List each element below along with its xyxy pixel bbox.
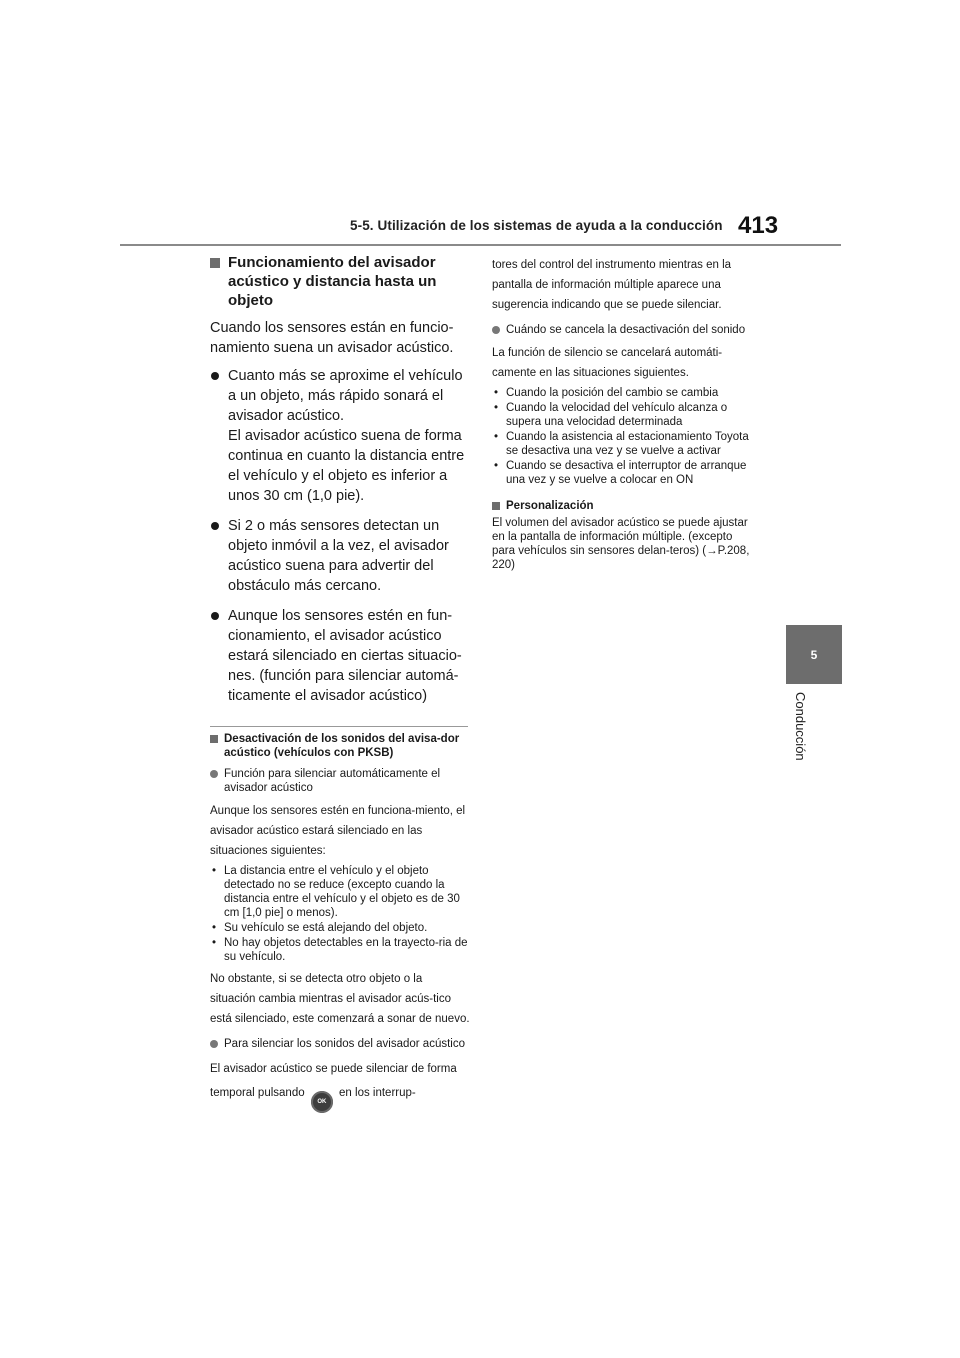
section-title: 5-5. Utilización de los sistemas de ayuda a la conducción [350, 218, 723, 233]
list-item: • Cuando la asistencia al estacionamiento Toyota se desactiva una vez y se vuelve a activar [494, 431, 749, 457]
header-divider [120, 244, 841, 246]
right-column [492, 255, 756, 575]
intro-paragraph: Cuando los sensores están en funcio-namiento suena un avisador acústico. [210, 320, 454, 356]
square-bullet-icon [210, 258, 220, 268]
left-column [210, 253, 470, 1116]
subsection-title: Función para silenciar automáticamente el avisador acústico [210, 767, 470, 795]
subsection-title: Para silenciar los sonidos del avisador acústico [210, 1037, 470, 1051]
list-item: • La distancia entre el vehículo y el objeto detectado no se reduce (excepto cuando la distancia entre el vehículo y el objeto es de 30 cm [1,0 pie] o menos). [212, 865, 460, 919]
note-divider [210, 726, 468, 727]
chapter-label: Conducción [793, 692, 808, 761]
ok-button-icon: OK [311, 1091, 333, 1113]
list-item: Cuanto más se aproxime el vehículo a un objeto, más rápido sonará el avisador acústico. El avisador acústico suena de forma continua en cuanto la distancia entre el vehículo y el objeto es inferior a unos 30 cm (1,0 pie). [210, 366, 470, 506]
paragraph: No obstante, si se detecta otro objeto o la situación cambia mientras el avisador acús-tico está silenciado, este comenzará a sonar de nuevo. [210, 973, 470, 1025]
paragraph: El volumen del avisador acústico se puede ajustar en la pantalla de información múltiple. (excepto para vehículos sin sensores delan-teros) (→P.208, 220) [492, 517, 750, 571]
chapter-tab[interactable] [786, 625, 842, 684]
list-item: • Su vehículo se está alejando del objeto. [212, 922, 428, 934]
condition-list [492, 386, 756, 487]
list-item: Si 2 o más sensores detectan un objeto inmóvil a la vez, el avisador acústico suena para advertir del obstáculo más cercano. [210, 516, 470, 596]
circle-bullet-icon [492, 326, 500, 334]
square-bullet-icon [492, 502, 500, 510]
subsection-title: Cuándo se cancela la desactivación del sonido [492, 323, 756, 337]
list-item: • Cuando la posición del cambio se cambia [494, 387, 719, 399]
paragraph: La función de silencio se cancelará automáti-camente en las situaciones siguientes. [492, 347, 723, 379]
bullet-dot-icon [211, 612, 219, 620]
bullet-dot-icon [211, 522, 219, 530]
note-heading: Desactivación de los sonidos del avisa-dor acústico (vehículos con PKSB) [210, 732, 470, 760]
list-item: • No hay objetos detectables en la trayecto-ria de su vehículo. [212, 937, 468, 963]
page-number: 413 [738, 212, 779, 239]
chapter-number: 5 [810, 647, 818, 662]
circle-bullet-icon [210, 770, 218, 778]
condition-list [210, 864, 470, 964]
paragraph: El avisador acústico se puede silenciar de forma temporal pulsando OK en los interrup- [210, 1057, 470, 1113]
paragraph: Aunque los sensores estén en funciona-miento, el avisador acústico estará silenciado en las situaciones siguientes: [210, 805, 466, 857]
list-item: • Cuando se desactiva el interruptor de arranque una vez y se vuelve a colocar en ON [494, 460, 747, 486]
circle-bullet-icon [210, 1040, 218, 1048]
list-item: • Cuando la velocidad del vehículo alcanza o supera una velocidad determinada [494, 402, 728, 428]
bullet-dot-icon [211, 372, 219, 380]
paragraph: tores del control del instrumento mientras en la pantalla de información múltiple aparece una sugerencia indicando que se puede silenciar. [492, 259, 732, 311]
list-item: Aunque los sensores estén en fun-cionamiento, el avisador acústico estará silenciado en ciertas situacio-nes. (función para silenciar automá-ticamente el avisador acústico) [210, 606, 470, 706]
note-heading: Personalización [492, 499, 756, 513]
square-bullet-icon [210, 735, 218, 743]
section-heading: Funcionamiento del avisador acústico y distancia hasta un objeto [210, 253, 470, 310]
